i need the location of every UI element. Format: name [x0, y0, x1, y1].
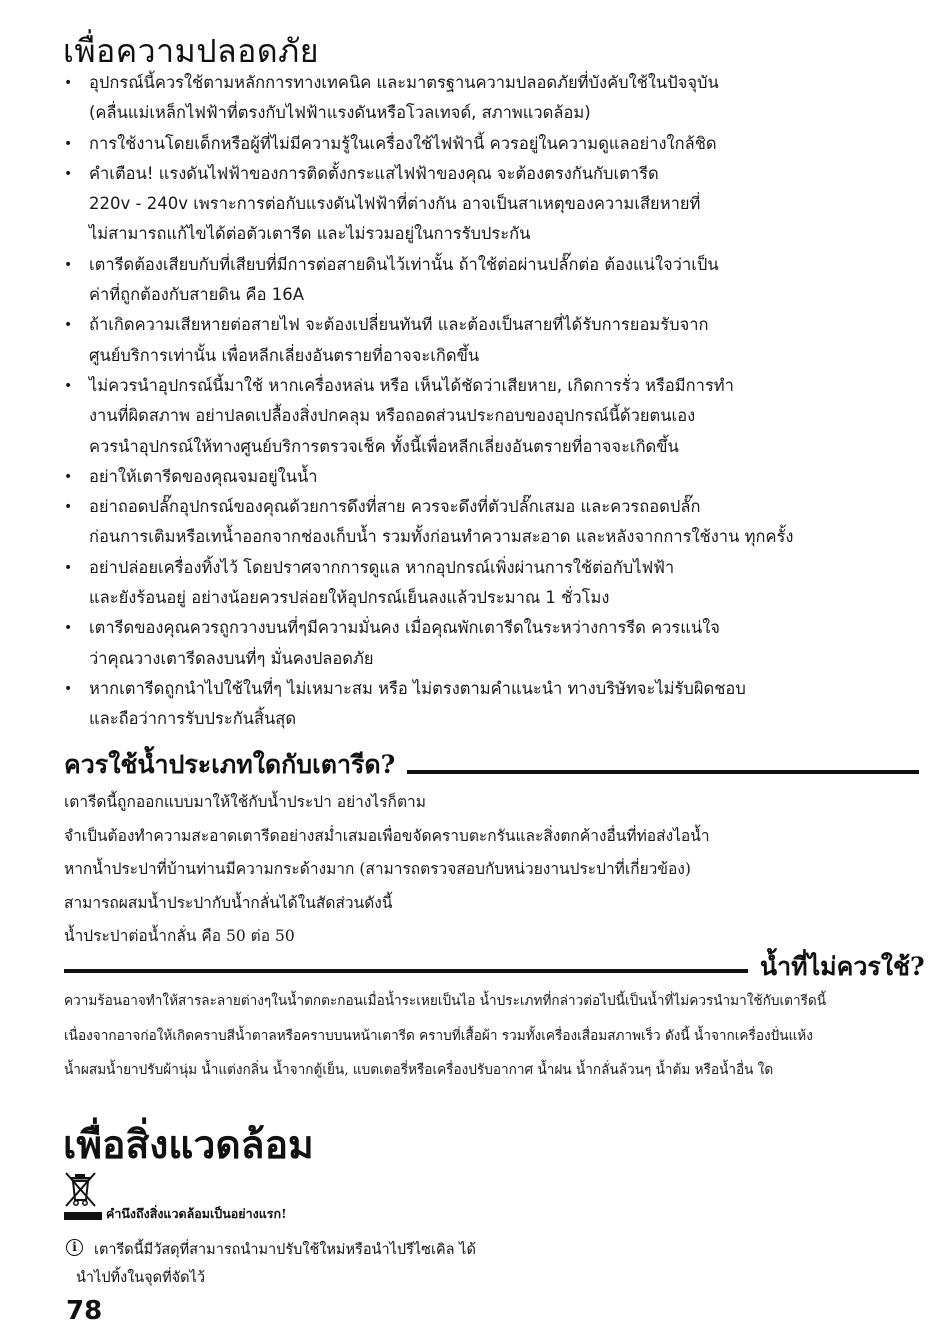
bullet-icon: • — [64, 135, 73, 152]
water-type-heading: ควรใช้น้ำประเภทใดกับเตารีด? — [64, 750, 396, 779]
water-type-line: สามารถผสมน้ำประปากับน้ำกลั่นได้ในสัดส่วนดังนี้ — [64, 893, 393, 912]
safety-item-line: ก่อนการเติมหรือเทน้ำออกจากช่องเก็บน้ำ รวมทั้งก่อนทำความสะอาด และหลังจากการใช้งาน ทุกครั้ง — [89, 527, 794, 547]
safety-list — [62, 68, 862, 735]
safety-item-line: เตารีดต้องเสียบกับที่เสียบที่มีการต่อสายดินไว้เท่านั้น ถ้าใช้ต่อผ่านปลั๊กต่อ ต้องแน่ใจว่าเป็น — [89, 254, 719, 274]
safety-item — [62, 553, 862, 614]
safety-item-line: 220v - 240v เพราะการต่อกับแรงดันไฟฟ้าที่ต่างกัน อาจเป็นสาเหตุของความเสียหายที่ — [89, 194, 701, 214]
safety-item-line: อย่าปล่อยเครื่องทิ้งไว้ โดยปราศจากการดูแล หากอุปกรณ์เพิ่งผ่านการใช้ต่อกับไฟฟ้า — [89, 557, 675, 577]
bullet-icon: • — [64, 75, 73, 91]
safety-item-line: หากเตารีดถูกนำไปใช้ในที่ๆ ไม่เหมาะสม หรือ ไม่ตรงตามคำแนะนำ ทางบริษัทจะไม่รับผิดชอบ — [89, 678, 746, 698]
safety-item-line: งานที่ผิดสภาพ อย่าปลดเปลื้องสิ่งปกคลุม หรือถอดส่วนประกอบของอุปกรณ์นี้ด้วยตนเอง — [89, 406, 696, 426]
water-avoid-line: น้ำผสมน้ำยาปรับผ้านุ่ม น้ำแต่งกลิ่น น้ำจากตู้เย็น, แบตเตอรี่หรือเครื่องปรับอากาศ น้ำฝน น้ำกลั่นล้วนๆ น้ำต้ม หรือน้ำอื่น ใด — [64, 1062, 774, 1078]
safety-item — [62, 492, 862, 553]
crossed-bin-icon — [64, 1172, 104, 1226]
info-icon: i — [66, 1239, 83, 1256]
safety-item-line: อย่าให้เตารีดของคุณจมอยู่ในน้ำ — [89, 466, 318, 486]
water-avoid-line: ความร้อนอาจทำให้สารละลายต่างๆในน้ำตกตะกอนเมื่อน้ำระเหยเป็นไอ น้ำประเภทที่กล่าวต่อไปนี้เป็นน้ำที่ไม่ควรนำมาใช้กับเตารีดนี้ — [64, 993, 827, 1009]
water-type-line: หากน้ำประปาที่บ้านท่านมีความกระด้างมาก (สามารถตรวจสอบกับหน่วยงานประปาที่เกี่ยวข้อง) — [64, 860, 691, 878]
safety-item — [62, 159, 862, 250]
safety-item — [62, 674, 862, 735]
environment-note: คำนึงถึงสิ่งแวดล้อมเป็นอย่างแรก! — [106, 1206, 287, 1221]
safety-item-line: และถือว่าการรับประกันสิ้นสุด — [89, 709, 297, 729]
water-type-line: น้ำประปาต่อน้ำกลั่น คือ 50 ต่อ 50 — [64, 927, 295, 945]
safety-item — [62, 250, 862, 311]
bullet-icon: • — [64, 559, 73, 576]
recycle-info-text — [76, 1236, 476, 1292]
safety-item — [62, 613, 862, 674]
page-number: 78 — [66, 1296, 103, 1326]
safety-item-line: ไม่ควรนำอุปกรณ์นี้มาใช้ หากเครื่องหล่น หรือ เห็นได้ชัดว่าเสียหาย, เกิดการรั่ว หรือมีการทำ — [89, 375, 734, 395]
bullet-icon: • — [64, 680, 73, 697]
water-type-line: เตารีดนี้ถูกออกแบบมาให้ใช้กับน้ำประปา อย่างไรก็ตาม — [64, 793, 426, 811]
safety-item — [62, 129, 862, 159]
bullet-icon: • — [64, 468, 73, 485]
safety-item-line: อุปกรณ์นี้ควรใช้ตามหลักการทางเทคนิค และมาตรฐานความปลอดภัยที่บังคับใช้ในปัจจุบัน — [89, 73, 719, 92]
safety-item-line: อย่าถอดปลั๊กอุปกรณ์ของคุณด้วยการดึงที่สาย ควรจะดึงที่ตัวปลั๊กเสมอ และควรถอดปลั๊ก — [89, 497, 701, 517]
safety-item-line: ว่าคุณวางเตารีดลงบนที่ๆ มั่นคงปลอดภัย — [89, 648, 374, 668]
recycle-info-line: เตารีดนี้มีวัสดุที่สามารถนำมาปรับใช้ใหม่หรือนำไปรีไซเคิล ได้ — [94, 1242, 476, 1258]
safety-title: เพื่อความปลอดภัย — [63, 32, 319, 70]
bullet-icon: • — [64, 499, 73, 516]
water-type-line: จำเป็นต้องทำความสะอาดเตารีดอย่างสม่ำเสมอเพื่อขจัดคราบตะกรันและสิ่งตกค้างอื่นที่ท่อส่งไอน้ำ — [64, 826, 710, 845]
safety-item — [62, 68, 862, 129]
safety-item-line: (คลื่นแม่เหล็กไฟฟ้าที่ตรงกับไฟฟ้าแรงดันหรือโวลเทจด์, สภาพแวดล้อม) — [89, 103, 591, 123]
bullet-icon: • — [64, 317, 73, 334]
safety-item-line: เตารีดของคุณควรถูกวางบนที่ๆมีความมั่นคง เมื่อคุณพักเตารีดในระหว่างการรีด ควรแน่ใจ — [89, 618, 720, 638]
water-avoid-heading: น้ำที่ไม่ควรใช้? — [760, 952, 925, 981]
safety-item-line: ถ้าเกิดความเสียหายต่อสายไฟ จะต้องเปลี่ยนทันที และต้องเป็นสายที่ได้รับการยอมรับจาก — [89, 315, 709, 335]
safety-item — [62, 310, 862, 371]
environment-title: เพื่อสิ่งแวดล้อม — [63, 1122, 314, 1168]
recycle-info-line: นำไปทิ้งในจุดที่จัดไว้ — [76, 1270, 205, 1286]
water-type-text — [64, 786, 710, 954]
water-avoid-line: เนื่องจากอาจก่อให้เกิดคราบสีน้ำตาลหรือคราบบนหน้าเตารีด คราบที่เสื้อผ้า รวมทั้งเครื่องเสื่อมสภาพเร็ว ดังนี้ น้ำจากเครื่องปั่นแห้ง — [64, 1027, 813, 1044]
bullet-icon: • — [64, 256, 73, 273]
safety-item-line: ไม่สามารถแก้ไขได้ต่อตัวเตารีด และไม่รวมอยู่ในการรับประกัน — [89, 224, 531, 244]
safety-item-line: และยังร้อนอยู่ อย่างน้อยควรปล่อยให้อุปกรณ์เย็นลงแล้วประมาณ 1 ชั่วโมง — [89, 588, 610, 608]
safety-item — [62, 462, 862, 492]
safety-item-line: ควรนำอุปกรณ์ให้ทางศูนย์บริการตรวจเช็ค ทั้งนี้เพื่อหลีกเลี่ยงอันตรายที่อาจจะเกิดขึ้น — [89, 436, 679, 456]
bullet-icon: • — [64, 165, 73, 182]
safety-item-line: ศูนย์บริการเท่านั้น เพื่อหลีกเลี่ยงอันตรายที่อาจจะเกิดขึ้น — [89, 345, 480, 365]
safety-item-line: คำเตือน! แรงดันไฟฟ้าของการติดตั้งกระแสไฟฟ้าของคุณ จะต้องตรงกันกับเตารีด — [89, 163, 659, 183]
heading-rule — [64, 969, 748, 973]
bullet-icon: • — [64, 377, 73, 394]
water-avoid-text — [64, 984, 826, 1088]
safety-item — [62, 371, 862, 462]
safety-item-line: ค่าที่ถูกต้องกับสายดิน คือ 16A — [89, 285, 305, 305]
safety-item-line: การใช้งานโดยเด็กหรือผู้ที่ไม่มีความรู้ในเครื่องใช้ไฟฟ้านี้ ควรอยู่ในความดูแลอย่างใกล้ชิด — [89, 133, 717, 153]
heading-rule — [407, 770, 919, 774]
bullet-icon: • — [64, 620, 73, 637]
